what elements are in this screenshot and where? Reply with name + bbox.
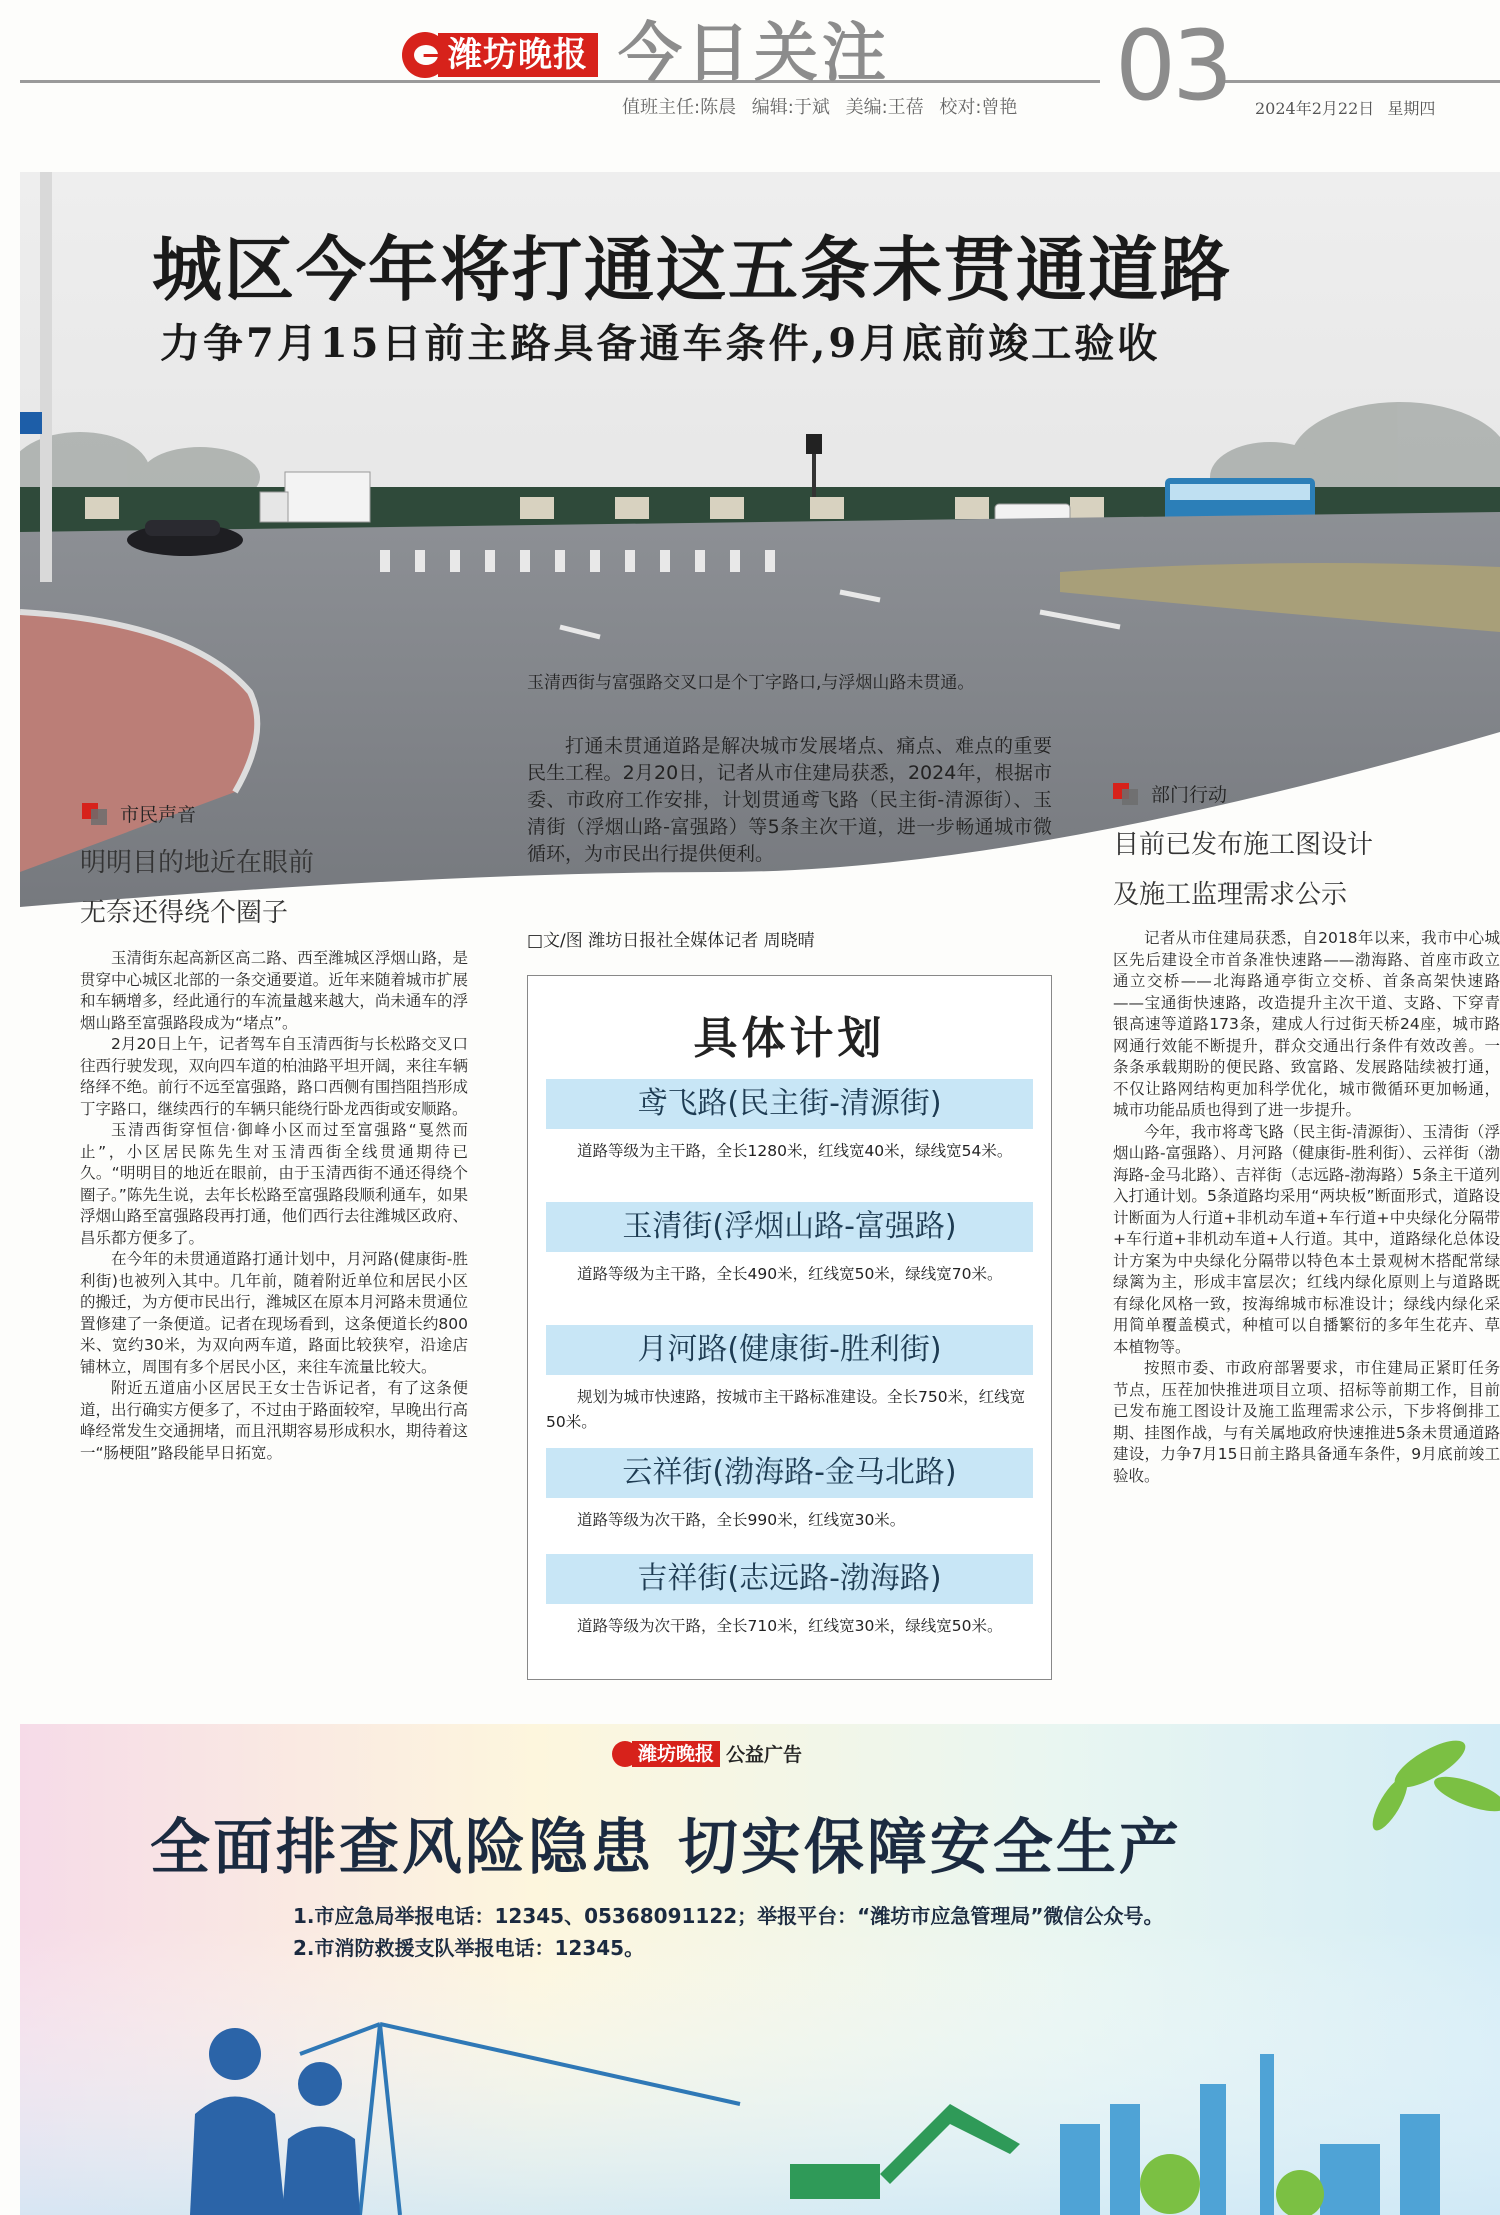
paper-logo: [402, 30, 598, 80]
paragraph: 附近五道庙小区居民王女士告诉记者，有了这条便道，出行确实方便多了，不过由于路面较窄，早晚出行高峰经常发生交通拥堵，而且汛期容易形成积水，期待着这一“肠梗阻”路段能早日拓宽。: [80, 1379, 468, 1462]
plan-road-item: [546, 1554, 1033, 1639]
right-subhead-2: 及施工监理需求公示: [1113, 880, 1348, 910]
road-description: 道路等级为次干路，全长710米，红线宽30米，绿线宽50米。: [577, 1617, 1003, 1635]
plan-box: [527, 975, 1052, 1680]
lead-paragraph: 打通未贯通道路是解决城市发展堵点、痛点、难点的重要民生工程。2月20日，记者从市住建局获悉，2024年，根据市委、市政府工作安排，计划贯通鸢飞路（民主街-清源街）、玉清街（浮烟山路-富强路）等5条主次干道，进一步畅通城市微循环，为市民出行提供便利。: [527, 735, 1052, 865]
issue-date: 2024年2月22日 星期四: [1255, 99, 1436, 118]
tag-label: 部门行动: [1151, 784, 1228, 806]
tag-department-action: [1113, 780, 1227, 807]
tag-label: 市民声音: [120, 804, 197, 826]
plan-road-item: [546, 1325, 1033, 1435]
left-subhead-1: 明明目的地近在眼前: [80, 848, 315, 878]
masthead: [0, 0, 1500, 130]
road-name: 吉祥街(志远路-渤海路): [546, 1554, 1033, 1604]
road-description: 道路等级为主干路，全长1280米，红线宽40米，绿线宽54米。: [577, 1142, 1013, 1160]
section-title: 今日关注: [618, 16, 890, 91]
ad-hotline-1: 1.市应急局举报电话：12345、05368091122；举报平台：“潍坊市应急管理局”微信公众号。: [293, 1904, 1164, 1928]
ad-paper-name: 潍坊晚报: [632, 1741, 720, 1767]
ad-logo: [612, 1740, 802, 1767]
byline: □文/图 潍坊日报社全媒体记者 周晓晴: [527, 931, 815, 951]
left-column-body: [80, 948, 468, 1464]
plan-road-item: [546, 1079, 1033, 1164]
ad-hotline-2: 2.市消防救援支队举报电话：12345。: [293, 1936, 645, 1960]
paragraph: 玉清街东起高新区高二路、西至潍城区浮烟山路，是贯穿中心城区北部的一条交通要道。近年来随着城市扩展和车辆增多，经此通行的车流量越来越大，尚未通车的浮烟山路至富强路段成为“堵点”。: [80, 949, 468, 1032]
paragraph: 按照市委、市政府部署要求，市住建局正紧盯任务节点，压茬加快推进项目立项、招标等前期工作，目前已发布施工图设计及施工监理需求公示，下步将倒排工期、挂图作战，与有关属地政府快速推进5条未贯通道路建设，力争7月15日前主路具备通车条件，9月底前竣工验收。: [1113, 1359, 1500, 1485]
right-column-body: [1113, 928, 1500, 1487]
road-description: 道路等级为次干路，全长990米，红线宽30米。: [577, 1511, 906, 1529]
road-description: 规划为城市快速路，按城市主干路标准建设。全长750米，红线宽50米。: [546, 1388, 1026, 1431]
paragraph: 2月20日上午，记者驾车自玉清西街与长松路交叉口往西行驶发现，双向四车道的柏油路平坦开阔，来往车辆络绎不绝。前行不远至富强路，路口西侧有围挡阻挡形成丁字路口，继续西行的车辆只能绕行卧龙西街或安顺路。: [80, 1035, 468, 1118]
paragraph: 记者从市住建局获悉，自2018年以来，我市中心城区先后建设全市首条准快速路——渤海路、首座市政立通立交桥——北海路通亭街立交桥、首条高架快速路——宝通街快速路，改造提升主次干道、支路、下穿青银高速等道路173条，建成人行过街天桥24座，城市路网通行效能不断提升，群众交通出行条件有效改善。一条条承载期盼的便民路、致富路、发展路陆续被打通，不仅让路网结构更加科学优化，城市微循环更加畅通，城市功能品质也得到了进一步提升。: [1113, 929, 1500, 1119]
masthead-rule-left: [20, 80, 1100, 83]
road-name: 云祥街(渤海路-金马北路): [546, 1448, 1033, 1498]
road-description: 道路等级为主干路，全长490米，红线宽50米，绿线宽70米。: [577, 1265, 1003, 1283]
masthead-rule-right: [1225, 80, 1500, 83]
paragraph: 在今年的未贯通道路打通计划中，月河路(健康街-胜利街)也被列入其中。几年前，随着附近单位和居民小区的搬迁，为方便市民出行，潍城区在原本月河路未贯通位置修建了一条便道。记者在现场看到，这条便道长约800米、宽约30米，为双向两车道，路面比较狭窄，沿途店铺林立，周围有多个居民小区，来往车流量比较大。: [80, 1250, 468, 1376]
tag-citizen-voice: [82, 800, 196, 827]
plan-road-item: [546, 1448, 1033, 1533]
road-name: 月河路(健康街-胜利街): [546, 1325, 1033, 1375]
plan-road-item: [546, 1202, 1033, 1287]
photo-caption: 玉清西街与富强路交叉口是个丁字路口,与浮烟山路未贯通。: [527, 673, 975, 693]
public-service-ad: [20, 1724, 1500, 2215]
editorial-credits: 值班主任:陈晨 编辑:于斌 美编:王蓓 校对:曾艳: [622, 97, 1018, 118]
subheadline: 力争7月15日前主路具备通车条件,9月底前竣工验收: [160, 320, 1161, 367]
ad-background-illustration: [20, 1724, 1500, 2215]
road-name: 鸢飞路(民主街-清源街): [546, 1079, 1033, 1129]
ad-title: 全面排查风险隐患 切实保障安全生产: [150, 1813, 1182, 1883]
section-marker-icon: [1113, 783, 1139, 805]
right-subhead-1: 目前已发布施工图设计: [1113, 830, 1374, 860]
logo-icon: [402, 32, 448, 78]
ad-type-label: 公益广告: [726, 1744, 803, 1766]
road-name: 玉清街(浮烟山路-富强路): [546, 1202, 1033, 1252]
headline: 城区今年将打通这五条未贯通道路: [152, 229, 1232, 311]
left-subhead-2: 无奈还得绕个圈子: [80, 898, 289, 928]
page-number: 03: [1115, 10, 1230, 122]
section-marker-icon: [82, 803, 108, 825]
paragraph: 玉清西街穿恒信·御峰小区而过至富强路“戛然而止”，小区居民陈先生对玉清西街全线贯通期待已久。“明明目的地近在眼前，由于玉清西街不通还得绕个圈子。”陈先生说，去年长松路至富强路段顺利通车，如果浮烟山路至富强路段再打通，他们西行去往潍城区政府、昌乐都方便多了。: [80, 1121, 468, 1247]
plan-title: 具体计划: [693, 1013, 886, 1064]
paper-name: 潍坊晚报: [438, 33, 598, 77]
paragraph: 今年，我市将鸢飞路（民主街-清源街）、玉清街（浮烟山路-富强路）、月河路（健康街-胜利街）、云祥街（渤海路-金马北路）、吉祥街（志远路-渤海路）5条主干道列入打通计划。5条道路均采用“两块板”断面形式，道路设计断面为人行道+非机动车道+车行道+中央绿化分隔带+车行道+非机动车道+人行道。其中，道路绿化总体设计方案为中央绿化分隔带以特色本土景观树木搭配常绿绿篱为主，形成丰富层次；红线内绿化原则上与道路既有绿化风格一致，按海绵城市标准设计；绿线内绿化采用简单覆盖模式，种植可以自播繁衍的多年生花卉、草本植物等。: [1113, 1122, 1500, 1356]
